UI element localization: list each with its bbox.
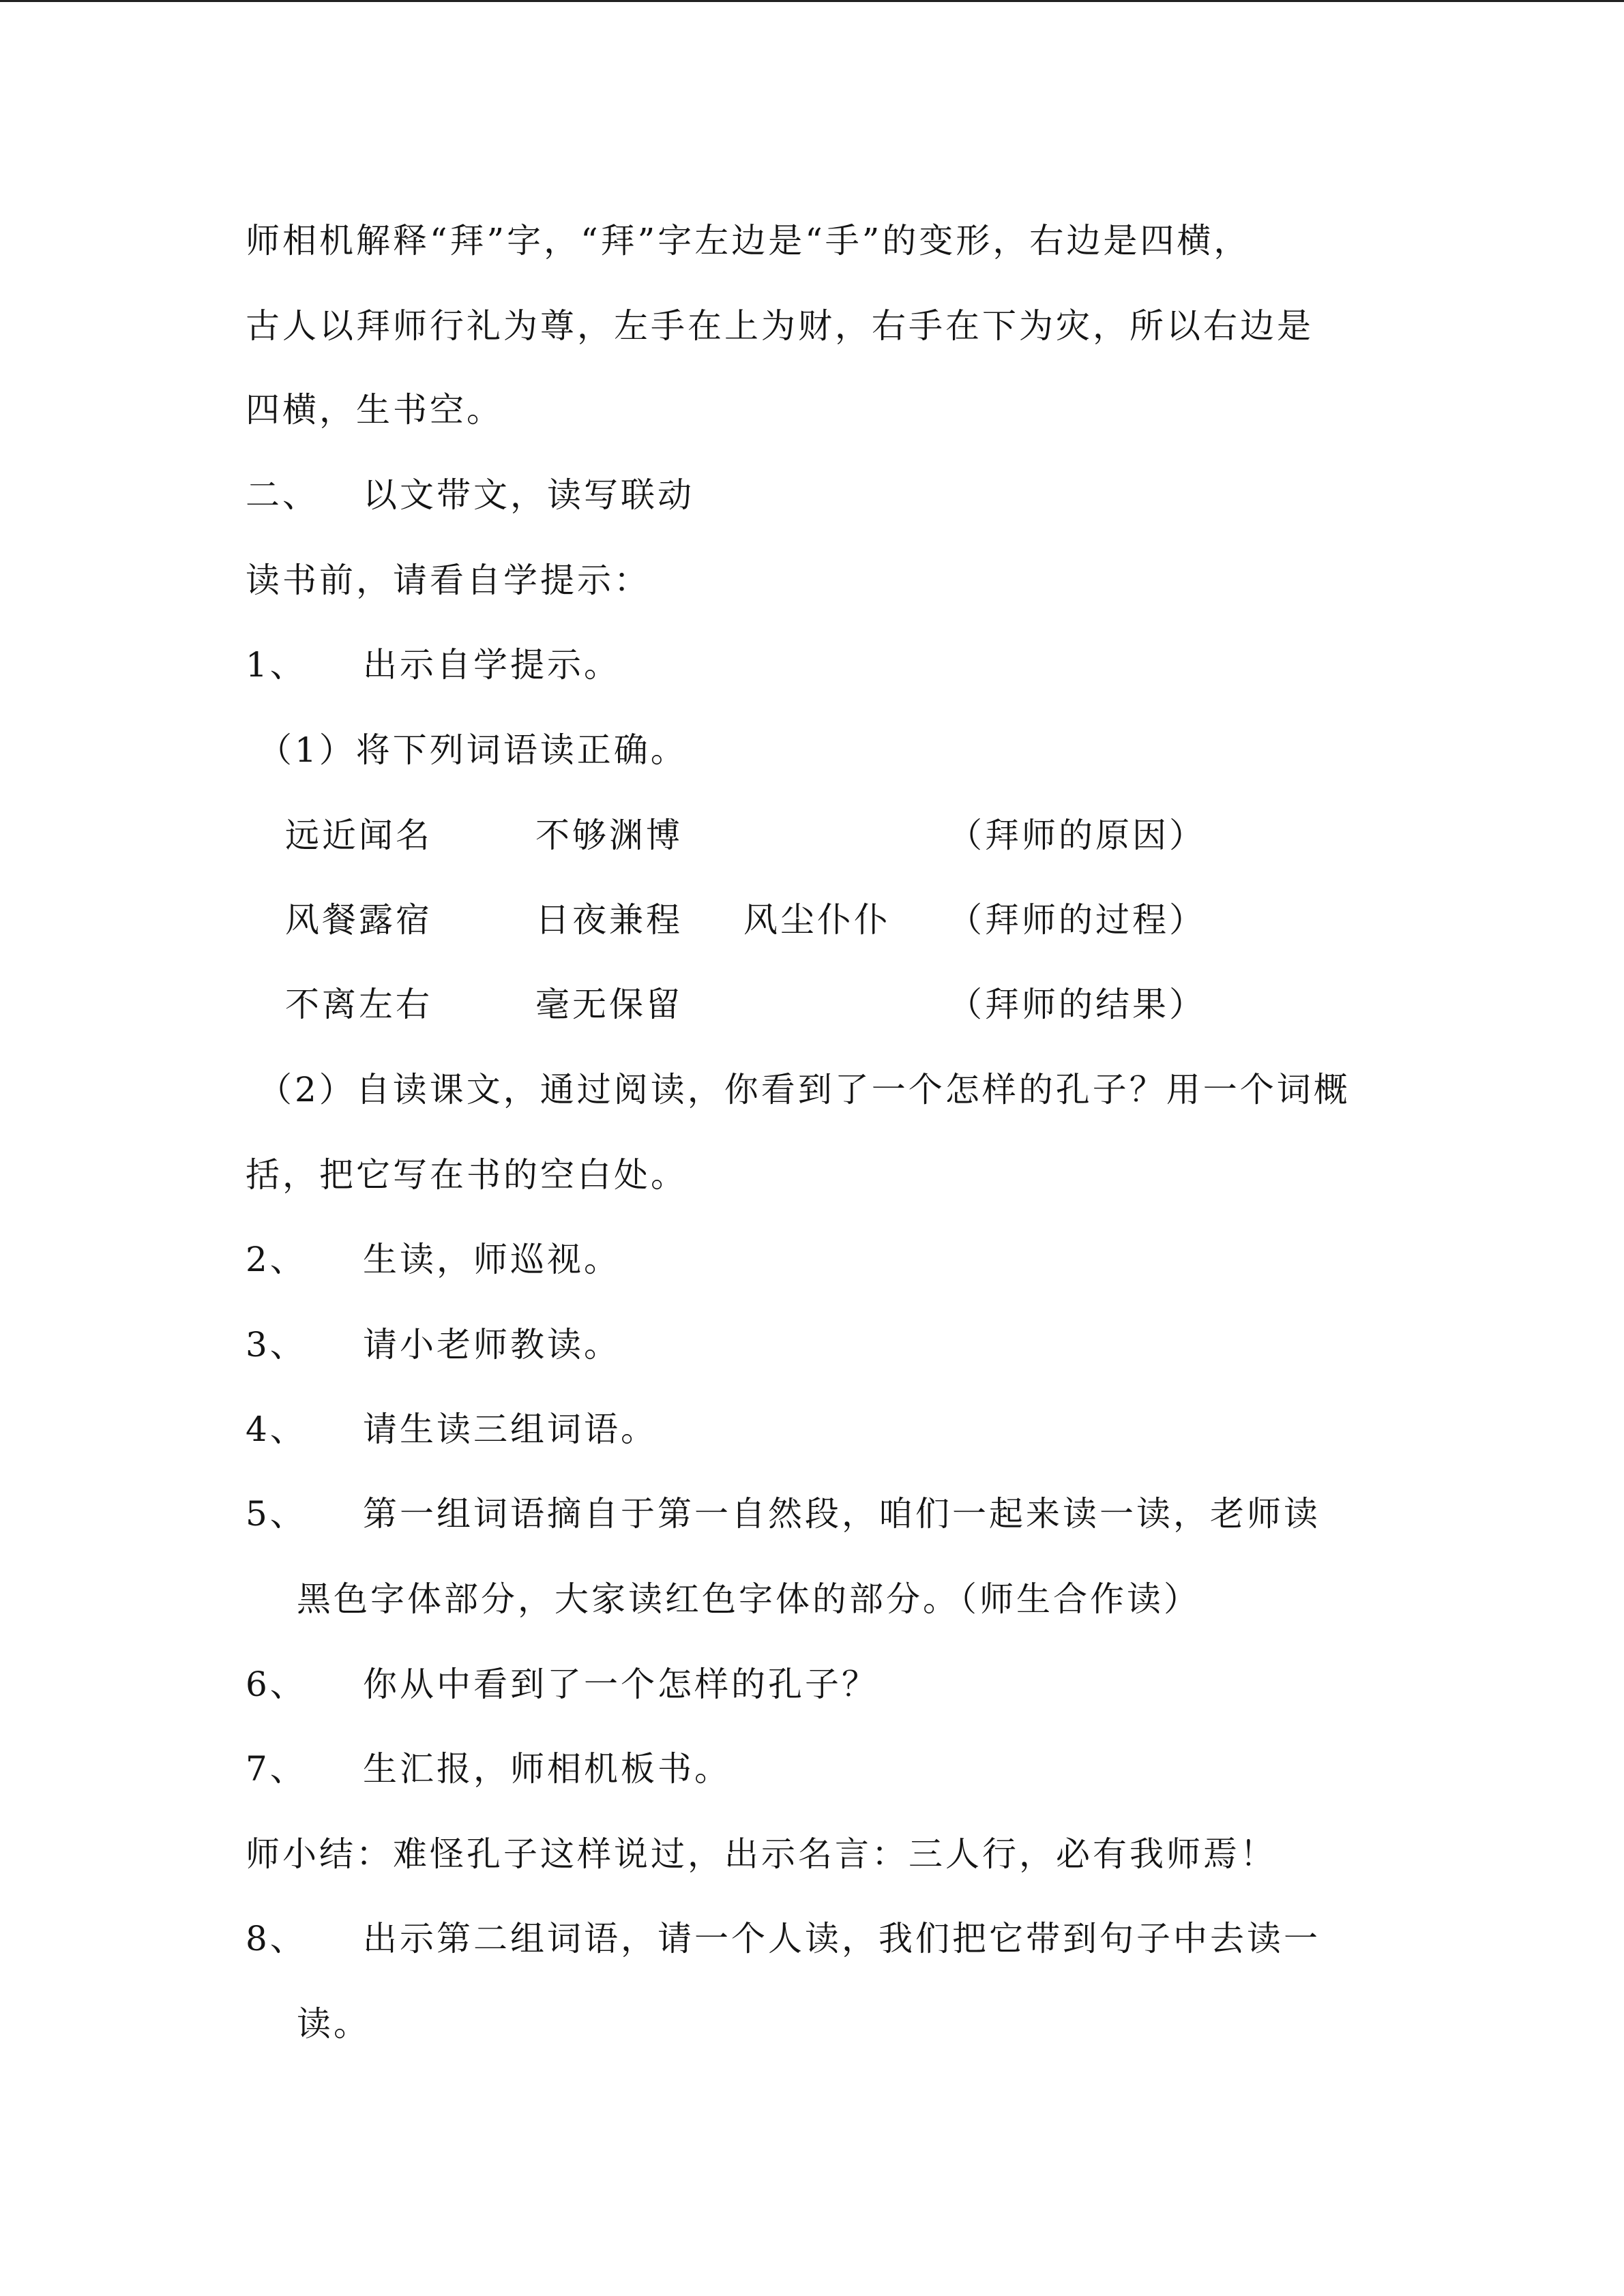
- paragraph-line-2: 古人以拜师行礼为尊，左手在上为财，右手在下为灾，所以右边是: [246, 306, 1314, 346]
- word-row-note: （拜师的结果）: [948, 985, 1206, 1024]
- paragraph-line-3: 四横，生书空。: [246, 390, 503, 430]
- step-text: 出示第二组词语，请一个人读，我们把它带到句子中去读一: [363, 1919, 1320, 1958]
- word-row-note: （拜师的原因）: [948, 816, 1206, 855]
- word-cell: 不离左右: [285, 985, 432, 1024]
- step-text: 生汇报，师相机板书。: [363, 1749, 731, 1789]
- step-number: 8、: [246, 1919, 307, 1958]
- step-text: 你从中看到了一个怎样的孔子？: [363, 1665, 879, 1704]
- page-top-border: [0, 0, 1624, 2]
- paragraph-line-1: 师相机解释“拜”字，“拜”字左边是“手”的变形，右边是四横，: [246, 221, 1251, 260]
- reading-prompt: 读书前，请看自学提示：: [246, 561, 651, 600]
- step-number: 4、: [246, 1410, 307, 1449]
- word-cell: 风餐露宿: [285, 900, 432, 940]
- step-number: 6、: [246, 1665, 307, 1704]
- word-cell: 毫无保留: [535, 985, 683, 1024]
- word-row-note: （拜师的过程）: [948, 900, 1206, 940]
- teacher-summary: 师小结：难怪孔子这样说过，出示名言：三人行，必有我师焉！: [246, 1834, 1277, 1874]
- section-title: 以文带文，读写联动: [363, 475, 694, 515]
- step-number: 5、: [246, 1494, 307, 1534]
- step-text: 请小老师教读。: [363, 1325, 621, 1365]
- step-number: 1、: [246, 645, 307, 685]
- step-8-continuation: 读。: [297, 2004, 370, 2044]
- step-number: 7、: [246, 1749, 307, 1789]
- word-cell: 风尘仆仆: [743, 900, 891, 940]
- sub-item-2-line-2: 括，把它写在书的空白处。: [246, 1155, 688, 1195]
- step-text: 出示自学提示。: [363, 645, 621, 685]
- sub-item-1: （1）将下列词语读正确。: [258, 730, 688, 770]
- word-cell: 远近闻名: [285, 816, 432, 855]
- step-text: 生读，师巡视。: [363, 1240, 621, 1279]
- step-number: 2、: [246, 1240, 307, 1279]
- step-5-continuation: 黑色字体部分，大家读红色字体的部分。（师生合作读）: [297, 1579, 1200, 1619]
- word-cell: 日夜兼程: [535, 900, 683, 940]
- step-text: 请生读三组词语。: [363, 1410, 658, 1449]
- step-text: 第一组词语摘自于第一自然段，咱们一起来读一读，老师读: [363, 1494, 1320, 1534]
- sub-item-2-line-1: （2）自读课文，通过阅读，你看到了一个怎样的孔子？用一个词概: [258, 1070, 1350, 1109]
- step-number: 3、: [246, 1325, 307, 1365]
- section-number: 二、: [246, 475, 319, 515]
- word-cell: 不够渊博: [535, 816, 683, 855]
